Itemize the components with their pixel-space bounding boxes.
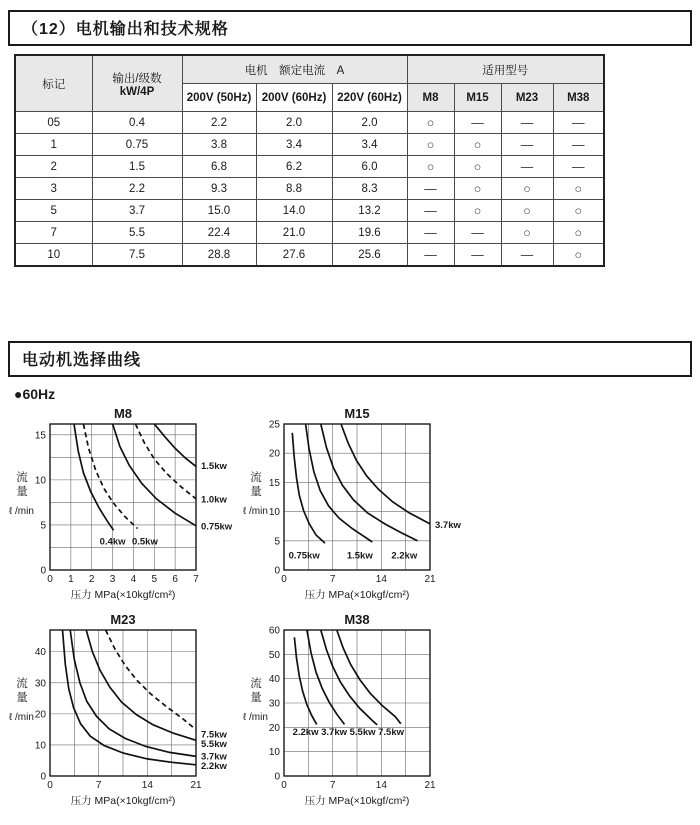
curve-3.7kw <box>341 424 430 524</box>
curve-5.5kw <box>86 630 196 740</box>
curve-5.5kw <box>321 630 377 725</box>
curve-label-2.2kw: 2.2kw <box>201 760 227 772</box>
col-header-mark: 标记 <box>15 55 92 112</box>
curve-label-3.7kw: 3.7kw <box>435 519 461 531</box>
model-mark-cell: — <box>407 200 454 222</box>
curve-label-1.0kw: 1.0kw <box>201 494 227 506</box>
x-tick-label: 21 <box>190 780 202 791</box>
mark-cell: 2 <box>15 156 92 178</box>
y-tick-label: 25 <box>268 419 280 431</box>
y-axis-label-char: 量 <box>250 692 262 704</box>
x-tick-label: 7 <box>329 574 336 585</box>
y-tick-label: 30 <box>34 678 46 690</box>
curve-label-7.5kw: 7.5kw <box>201 729 227 741</box>
x-tick-label: 0 <box>47 574 53 585</box>
col-header-output <box>92 55 182 112</box>
table-row <box>15 134 604 156</box>
model-mark-cell: ○ <box>501 200 553 222</box>
model-mark-cell: — <box>407 244 454 267</box>
y-axis-unit-label: ℓ /min <box>9 506 34 517</box>
y-tick-label: 20 <box>268 448 280 460</box>
curve-2.2kw <box>294 637 316 724</box>
chart-svg-M23 <box>8 612 234 810</box>
model-mark-cell: ○ <box>553 178 604 200</box>
curve-label-3.7kw: 3.7kw <box>321 727 348 739</box>
curve-label-0.4kw: 0.4kw <box>99 536 126 548</box>
model-mark-cell: — <box>501 134 553 156</box>
y-axis-label-char: 流 <box>250 678 262 690</box>
col-header-200v50: 200V (50Hz) <box>182 84 256 112</box>
y-tick-label: 5 <box>274 536 280 548</box>
col-header-m8: M8 <box>407 84 454 112</box>
curve-2.2kw <box>63 630 197 765</box>
table-header <box>15 55 604 112</box>
y-tick-label: 30 <box>268 698 280 710</box>
current-cell: 2.0 <box>332 112 407 134</box>
x-tick-label: 4 <box>130 574 137 585</box>
mark-cell: 7 <box>15 222 92 244</box>
model-mark-cell: ○ <box>501 222 553 244</box>
mark-cell: 5 <box>15 200 92 222</box>
y-axis-label-char: 量 <box>16 692 28 704</box>
model-mark-cell: — <box>501 112 553 134</box>
output-cell: 7.5 <box>92 244 182 267</box>
model-mark-cell: — <box>553 134 604 156</box>
table-row <box>15 156 604 178</box>
current-cell: 19.6 <box>332 222 407 244</box>
curve-label-1.5kw: 1.5kw <box>346 550 373 562</box>
mark-cell: 05 <box>15 112 92 134</box>
curve-label-2.2kw: 2.2kw <box>292 727 319 739</box>
curve-label-7.5kw: 7.5kw <box>378 727 405 739</box>
x-tick-label: 7 <box>95 780 102 791</box>
current-cell: 14.0 <box>256 200 332 222</box>
current-cell: 8.8 <box>256 178 332 200</box>
y-axis-label-char: 量 <box>250 486 262 498</box>
col-header-220v60: 220V (60Hz) <box>332 84 407 112</box>
model-mark-cell: — <box>553 112 604 134</box>
current-cell: 3.4 <box>332 134 407 156</box>
x-tick-label: 0 <box>281 574 287 585</box>
current-cell: 27.6 <box>256 244 332 267</box>
x-tick-label: 7 <box>329 780 336 791</box>
x-tick-label: 14 <box>375 574 387 585</box>
curve-label-1.5kw: 1.5kw <box>201 460 227 472</box>
model-mark-cell: — <box>454 222 501 244</box>
current-cell: 28.8 <box>182 244 256 267</box>
spec-table <box>14 54 605 267</box>
model-mark-cell: ○ <box>454 200 501 222</box>
col-header-m15: M15 <box>454 84 501 112</box>
page <box>0 10 700 825</box>
current-cell: 6.8 <box>182 156 256 178</box>
x-tick-label: 5 <box>151 574 158 585</box>
chart-svg-M15 <box>242 406 468 604</box>
x-axis-label: 压力 MPa(×10kgf/cm²) <box>304 589 410 601</box>
section1-titlebar <box>8 10 692 46</box>
col-header-m38: M38 <box>553 84 604 112</box>
output-cell: 3.7 <box>92 200 182 222</box>
current-cell: 6.0 <box>332 156 407 178</box>
x-tick-label: 3 <box>109 574 116 585</box>
current-cell: 2.2 <box>182 112 256 134</box>
model-mark-cell: ○ <box>553 244 604 267</box>
model-mark-cell: — <box>407 222 454 244</box>
current-cell: 3.4 <box>256 134 332 156</box>
output-cell: 5.5 <box>92 222 182 244</box>
model-mark-cell: — <box>501 156 553 178</box>
curve-0.4kw <box>74 424 114 530</box>
model-mark-cell: — <box>501 244 553 267</box>
model-mark-cell: ○ <box>407 112 454 134</box>
output-cell: 2.2 <box>92 178 182 200</box>
model-mark-cell: ○ <box>501 178 553 200</box>
x-tick-label: 14 <box>375 780 387 791</box>
model-mark-cell: ○ <box>407 156 454 178</box>
model-mark-cell: ○ <box>454 156 501 178</box>
y-tick-label: 40 <box>268 674 280 686</box>
current-cell: 6.2 <box>256 156 332 178</box>
x-tick-label: 21 <box>424 780 436 791</box>
curve-7.5kw <box>337 630 401 724</box>
chart-m23 <box>8 612 234 810</box>
current-cell: 22.4 <box>182 222 256 244</box>
curve-label-5.5kw: 5.5kw <box>201 739 227 751</box>
y-tick-label: 0 <box>274 565 280 577</box>
y-tick-label: 10 <box>34 740 46 752</box>
model-mark-cell: ○ <box>454 178 501 200</box>
model-mark-cell: — <box>454 112 501 134</box>
current-cell: 9.3 <box>182 178 256 200</box>
model-mark-cell: ○ <box>454 134 501 156</box>
table-row <box>15 200 604 222</box>
chart-svg-M8 <box>8 406 234 604</box>
curve-7.5kw <box>106 630 196 730</box>
section1-title: （12）电机输出和技术规格 <box>22 21 229 38</box>
y-tick-label: 15 <box>34 430 46 442</box>
col-header-applicable-models: 适用型号 <box>407 55 604 84</box>
x-tick-label: 0 <box>47 780 53 791</box>
x-tick-label: 0 <box>281 780 287 791</box>
curve-label-0.75kw: 0.75kw <box>288 550 320 562</box>
current-cell: 3.8 <box>182 134 256 156</box>
curve-3.7kw <box>70 630 196 756</box>
x-tick-label: 1 <box>68 574 74 585</box>
y-tick-label: 60 <box>268 625 280 637</box>
model-mark-cell: — <box>407 178 454 200</box>
chart-title: M23 <box>110 612 136 627</box>
y-axis-unit-label: ℓ /min <box>243 712 268 723</box>
section2-titlebar <box>8 341 692 377</box>
y-tick-label: 0 <box>40 565 46 577</box>
y-axis-label-char: 流 <box>16 472 28 484</box>
y-tick-label: 0 <box>274 771 280 783</box>
chart-m38 <box>242 612 468 810</box>
output-cell: 1.5 <box>92 156 182 178</box>
output-cell: 0.75 <box>92 134 182 156</box>
table-row <box>15 178 604 200</box>
col-header-motor-current: 电机 额定电流 A <box>182 55 407 84</box>
x-tick-label: 2 <box>88 574 95 585</box>
output-label: 输出/级数 <box>112 72 162 85</box>
mark-cell: 1 <box>15 134 92 156</box>
y-tick-label: 10 <box>34 475 46 487</box>
y-tick-label: 15 <box>268 477 280 489</box>
current-cell: 15.0 <box>182 200 256 222</box>
table-row <box>15 112 604 134</box>
model-mark-cell: — <box>454 244 501 267</box>
y-tick-label: 5 <box>40 520 46 532</box>
frequency-label: ●60Hz <box>14 386 56 402</box>
chart-title: M38 <box>344 612 370 627</box>
table-row <box>15 222 604 244</box>
chart-m8 <box>8 406 234 604</box>
y-axis-label-char: 流 <box>250 472 262 484</box>
y-axis-label-char: 量 <box>16 486 28 498</box>
y-tick-label: 40 <box>34 647 46 659</box>
col-header-m23: M23 <box>501 84 553 112</box>
curve-label-0.75kw: 0.75kw <box>201 521 233 533</box>
x-axis-label: 压力 MPa(×10kgf/cm²) <box>70 795 176 807</box>
charts-area <box>0 406 700 810</box>
current-cell: 21.0 <box>256 222 332 244</box>
mark-cell: 10 <box>15 244 92 267</box>
model-mark-cell: — <box>553 156 604 178</box>
output-cell: 0.4 <box>92 112 182 134</box>
chart-title: M15 <box>344 406 370 421</box>
y-tick-label: 50 <box>268 649 280 661</box>
x-tick-label: 6 <box>172 574 178 585</box>
mark-cell: 3 <box>15 178 92 200</box>
curve-label-0.5kw: 0.5kw <box>131 536 158 548</box>
model-mark-cell: ○ <box>407 134 454 156</box>
y-tick-label: 0 <box>40 771 46 783</box>
current-cell: 25.6 <box>332 244 407 267</box>
model-mark-cell: ○ <box>553 222 604 244</box>
y-tick-label: 10 <box>268 507 280 519</box>
y-tick-label: 20 <box>34 709 46 721</box>
y-axis-unit-label: ℓ /min <box>243 506 268 517</box>
model-mark-cell: ○ <box>553 200 604 222</box>
x-axis-label: 压力 MPa(×10kgf/cm²) <box>304 795 410 807</box>
col-header-200v60: 200V (60Hz) <box>256 84 332 112</box>
curve-label-5.5kw: 5.5kw <box>349 727 376 739</box>
chart-m15 <box>242 406 468 604</box>
x-tick-label: 7 <box>193 574 199 585</box>
y-axis-label-char: 流 <box>16 678 28 690</box>
curve-label-3.7kw: 3.7kw <box>201 751 227 763</box>
x-tick-label: 21 <box>424 574 436 585</box>
y-tick-label: 10 <box>268 747 280 759</box>
chart-svg-M38 <box>242 612 468 810</box>
section2-title: 电动机选择曲线 <box>22 352 142 369</box>
x-axis-label: 压力 MPa(×10kgf/cm²) <box>70 589 176 601</box>
current-cell: 2.0 <box>256 112 332 134</box>
table-body <box>15 112 604 267</box>
table-row <box>15 244 604 267</box>
current-cell: 8.3 <box>332 178 407 200</box>
y-tick-label: 20 <box>268 722 280 734</box>
curve-label-2.2kw: 2.2kw <box>391 550 418 562</box>
chart-title: M8 <box>113 406 133 421</box>
current-cell: 13.2 <box>332 200 407 222</box>
x-tick-label: 14 <box>141 780 153 791</box>
output-unit: kW/4P <box>119 85 155 98</box>
curve-1.5kw <box>306 424 373 542</box>
y-axis-unit-label: ℓ /min <box>9 712 34 723</box>
